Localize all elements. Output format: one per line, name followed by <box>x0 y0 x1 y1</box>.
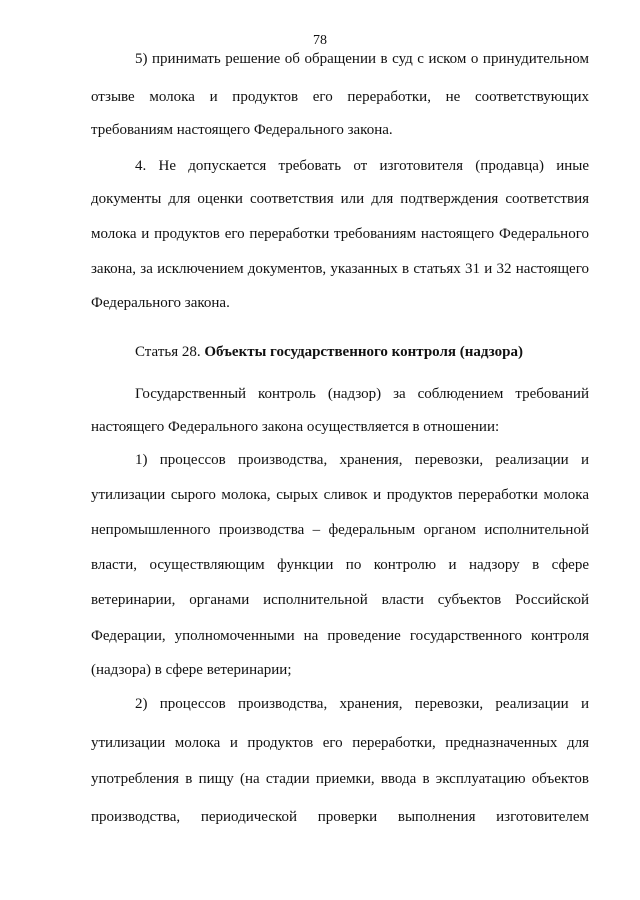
text-line: 2) процессов производства, хранения, перевозки, реализации и <box>135 696 589 712</box>
article-title: Объекты государственного контроля (надзора) <box>204 344 523 360</box>
text-line: утилизации молока и продуктов его переработки, предназначенных для <box>91 735 589 751</box>
article-heading <box>135 343 523 361</box>
text-line: требованиям настоящего Федерального закона. <box>91 122 393 138</box>
text-line: Федерального закона. <box>91 295 230 311</box>
text-line: настоящего Федерального закона осуществляется в отношении: <box>91 419 500 435</box>
text-line: производства, периодической проверки выполнения изготовителем <box>91 809 589 825</box>
text-line: 1) процессов производства, хранения, перевозки, реализации и <box>135 452 589 468</box>
text-line: Федерации, уполномоченными на проведение государственного контроля <box>91 628 589 644</box>
text-line: 4. Не допускается требовать от изготовителя (продавца) иные <box>135 158 589 174</box>
text-line: власти, осуществляющим функции по контролю и надзору в сфере <box>91 557 589 573</box>
text-line: употребления в пищу (на стадии приемки, ввода в эксплуатацию объектов <box>91 771 589 787</box>
text-line: (надзора) в сфере ветеринарии; <box>91 662 292 678</box>
text-line: документы для оценки соответствия или для подтверждения соответствия <box>91 191 589 207</box>
text-line: 5) принимать решение об обращении в суд с иском о принудительном <box>135 51 589 67</box>
text-line: утилизации сырого молока, сырых сливок и продуктов переработки молока <box>91 487 589 503</box>
text-line: непромышленного производства – федеральным органом исполнительной <box>91 522 589 538</box>
text-line: Государственный контроль (надзор) за соблюдением требований <box>135 386 589 402</box>
text-line: молока и продуктов его переработки требованиям настоящего Федерального <box>91 226 589 242</box>
text-line: ветеринарии, органами исполнительной власти субъектов Российской <box>91 592 589 608</box>
text-line: закона, за исключением документов, указанных в статьях 31 и 32 настоящего <box>91 261 589 277</box>
text-line: отзыве молока и продуктов его переработки, не соответствующих <box>91 89 589 105</box>
page-number: 78 <box>313 33 327 48</box>
article-number: Статья 28. <box>135 344 201 360</box>
